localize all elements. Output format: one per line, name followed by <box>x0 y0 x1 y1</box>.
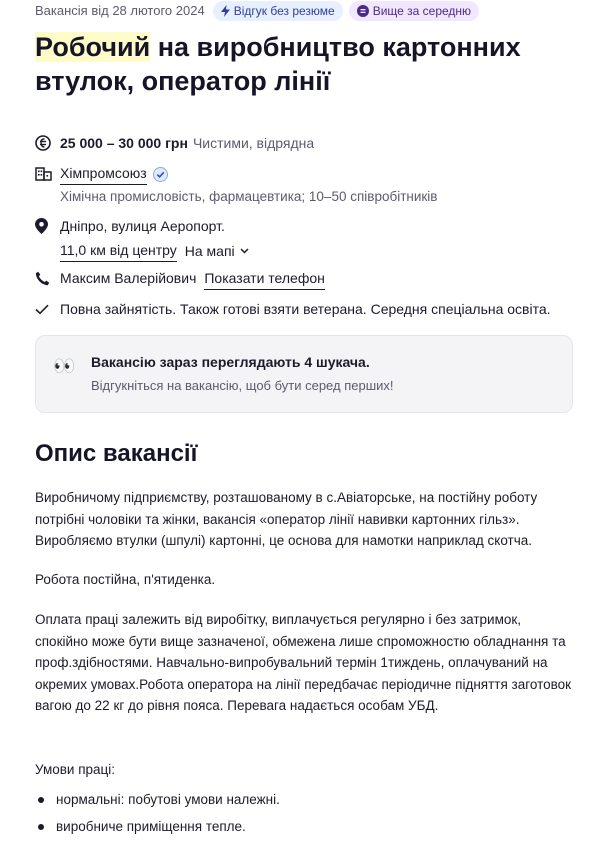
salary-value: 25 000 – 30 000 грн <box>60 135 188 151</box>
viewers-notice-subtitle: Відгукніться на вакансію, щоб бути серед перших! <box>91 378 394 393</box>
chevron-down-icon <box>240 248 249 254</box>
vacancy-title-highlight: Робочий <box>35 32 151 62</box>
coin-icon <box>357 5 369 17</box>
phone-icon <box>35 268 53 288</box>
employment-conditions-row <box>35 299 551 319</box>
description-paragraph-2: Робота постійна, п'ятиденка. <box>35 572 216 587</box>
vacancy-meta-line <box>35 0 479 21</box>
company-link[interactable]: Хімпромсоюз <box>60 163 147 185</box>
list-item <box>35 790 280 810</box>
location-pin-icon <box>35 216 53 236</box>
employment-conditions: Повна зайнятість. Також готові взяти ветерана. Середня спеціальна освіта. <box>60 301 551 317</box>
contact-row <box>35 268 325 290</box>
bullet-dot <box>38 824 44 830</box>
building-icon <box>35 163 53 183</box>
address-row <box>35 216 249 262</box>
company-meta: Хімічна промисловість, фармацевтика; 10–50 співробітників <box>60 189 438 204</box>
verified-icon <box>153 167 168 182</box>
company-info <box>60 163 437 207</box>
list-item <box>35 817 246 837</box>
viewers-notice-title: Вакансію зараз переглядають 4 шукача. <box>91 354 370 370</box>
eyes-icon: 👀 <box>53 356 74 376</box>
description-paragraph-1: Виробничому підприємству, розташованому в с.Авіаторське, на постійну роботу потрібні чоловіки та жінки, вакансія «оператор лінії навивки картонних гільз». Виробляємо втулки (шпулі) картонні, це основа для намотки наприклад скотча. <box>35 490 538 548</box>
above-average-badge-label: Вище за середню <box>372 3 472 18</box>
vacancy-title-rest: на виробництво картонних втулок, оператор лінії <box>35 32 521 96</box>
address-text: Дніпро, вулиця Аеропорт. <box>60 218 225 234</box>
bullet-dot <box>38 797 44 803</box>
company-row <box>35 163 437 207</box>
viewers-notice <box>35 335 573 413</box>
checkmark-icon <box>35 299 53 319</box>
above-average-badge <box>349 1 479 21</box>
address-info <box>60 216 249 262</box>
on-map-label: На мапі <box>184 243 235 259</box>
money-icon <box>35 133 53 153</box>
salary-row <box>35 133 314 153</box>
vacancy-title <box>35 30 575 98</box>
contact-name: Максим Валерійович <box>60 270 197 286</box>
list-item-text: нормальні: побутові умови належні. <box>56 792 280 807</box>
description-heading: Опис вакансії <box>35 440 198 467</box>
distance-from-center: 11,0 км від центру <box>60 240 177 262</box>
salary-note: Чистими, відрядна <box>192 135 315 151</box>
vacancy-date: Вакансія від 28 лютого 2024 <box>35 3 205 18</box>
on-map-toggle[interactable] <box>185 241 249 261</box>
show-phone-link[interactable]: Показати телефон <box>204 268 325 290</box>
no-resume-badge-label: Відгук без резюме <box>233 3 335 18</box>
lightning-icon <box>221 5 230 17</box>
description-paragraph-3: Оплата праці залежить від виробітку, виплачується регулярно і без затримок, спокійно може бути вище зазначеної, обмежена лише спроможностю обладнання та проф.здібностями. Навчально-випробувальний термін 1тиждень, оплачуваний на окремих умовах.Робота оператора на лінії передбачає періодичне підняття заготовок вагою до 22 кг до рівня пояса. Перевага надається особам УБД. <box>35 612 572 713</box>
description-paragraph-4: Умови праці: <box>35 762 116 777</box>
list-item-text: виробниче приміщення тепле. <box>56 819 246 834</box>
no-resume-badge <box>213 1 343 21</box>
